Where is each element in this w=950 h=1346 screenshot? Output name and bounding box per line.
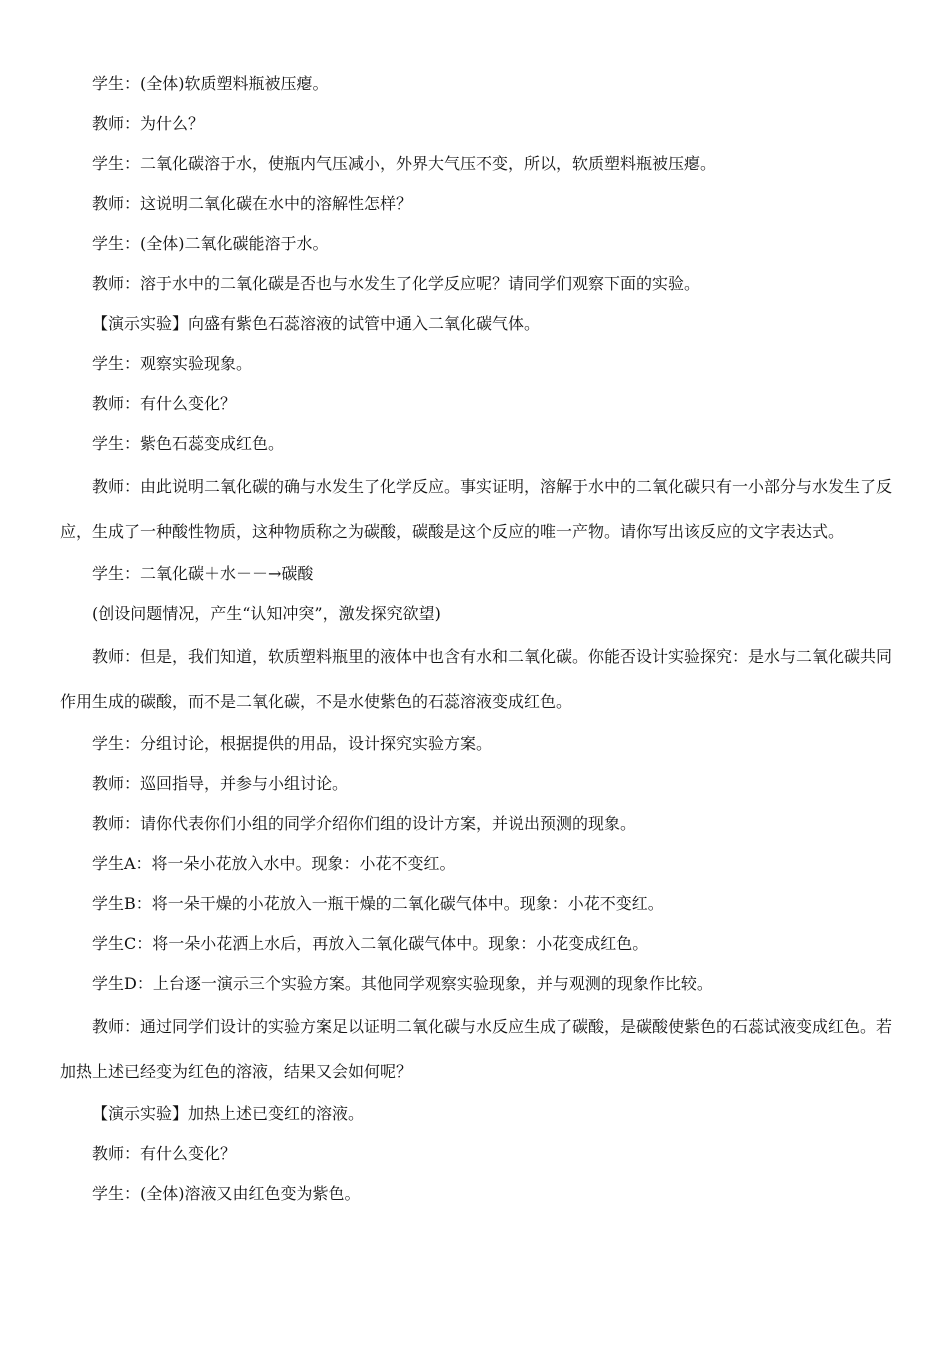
- paragraph-student-word-equation: 学生：二氧化碳＋水－－→碳酸: [92, 564, 314, 583]
- paragraph-teacher-present-plan: 教师：请你代表你们小组的同学介绍你们组的设计方案，并说出预测的现象。: [92, 814, 637, 833]
- paragraph-student-observation: 学生：(全体)软质塑料瓶被压瘪。: [92, 74, 329, 93]
- paragraph-student-solubility-answer: 学生：(全体)二氧化碳能溶于水。: [92, 234, 329, 253]
- paragraph-student-litmus-red: 学生：紫色石蕊变成红色。: [92, 434, 285, 453]
- paragraph-student-final-observation: 学生：(全体)溶液又由红色变为紫色。: [92, 1184, 361, 1203]
- paragraph-student-b: 学生B：将一朵干燥的小花放入一瓶干燥的二氧化碳气体中。现象：小花不变红。: [92, 894, 664, 913]
- paragraph-student-explanation: 学生：二氧化碳溶于水，使瓶内气压减小，外界大气压不变，所以，软质塑料瓶被压瘪。: [92, 154, 717, 173]
- paragraph-teacher-reaction-question: 教师：溶于水中的二氧化碳是否也与水发生了化学反应呢？请同学们观察下面的实验。: [92, 274, 701, 293]
- paragraph-student-observe: 学生：观察实验现象。: [92, 354, 253, 373]
- paragraph-teacher-carbonic-acid: 教师：由此说明二氧化碳的确与水发生了化学反应。事实证明，溶解于水中的二氧化碳只有一小部分与水发生了反应，生成了一种酸性物质，这种物质称之为碳酸，碳酸是这个反应的唯一产物。请你写出该反应的文字表达式。: [60, 477, 893, 541]
- paragraph-teacher-question: 教师：为什么？: [92, 114, 205, 133]
- paragraph-demo-experiment-2: 【演示实验】加热上述已变红的溶液。: [92, 1104, 365, 1123]
- paragraph-teacher-guidance: 教师：巡回指导，并参与小组讨论。: [92, 774, 349, 793]
- paragraph-teacher-change-question-1: 教师：有什么变化？: [92, 394, 237, 413]
- paragraph-teacher-design-question: 教师：但是，我们知道，软质塑料瓶里的液体中也含有水和二氧化碳。你能否设计实验探究：是水与二氧化碳共同作用生成的碳酸，而不是二氧化碳，不是水使紫色的石蕊溶液变成红色。: [60, 647, 893, 711]
- paragraph-student-c: 学生C：将一朵小花洒上水后，再放入二氧化碳气体中。现象：小花变成红色。: [92, 934, 649, 953]
- paragraph-student-group-discussion: 学生：分组讨论，根据提供的用品，设计探究实验方案。: [92, 734, 493, 753]
- paragraph-student-a: 学生A：将一朵小花放入水中。现象：小花不变红。: [92, 854, 456, 873]
- paragraph-design-note: (创设问题情况，产生“认知冲突”，激发探究欲望): [92, 604, 441, 623]
- paragraph-teacher-solubility-question: 教师：这说明二氧化碳在水中的溶解性怎样？: [92, 194, 413, 213]
- paragraph-demo-experiment-1: 【演示实验】向盛有紫色石蕊溶液的试管中通入二氧化碳气体。: [92, 314, 541, 333]
- paragraph-teacher-change-question-2: 教师：有什么变化？: [92, 1144, 237, 1163]
- paragraph-teacher-heating-question: 教师：通过同学们设计的实验方案足以证明二氧化碳与水反应生成了碳酸，是碳酸使紫色的石蕊试液变成红色。若加热上述已经变为红色的溶液，结果又会如何呢？: [60, 1017, 893, 1081]
- document-body: [60, 64, 892, 1214]
- paragraph-student-d: 学生D：上台逐一演示三个实验方案。其他同学观察实验现象，并与观测的现象作比较。: [92, 974, 713, 993]
